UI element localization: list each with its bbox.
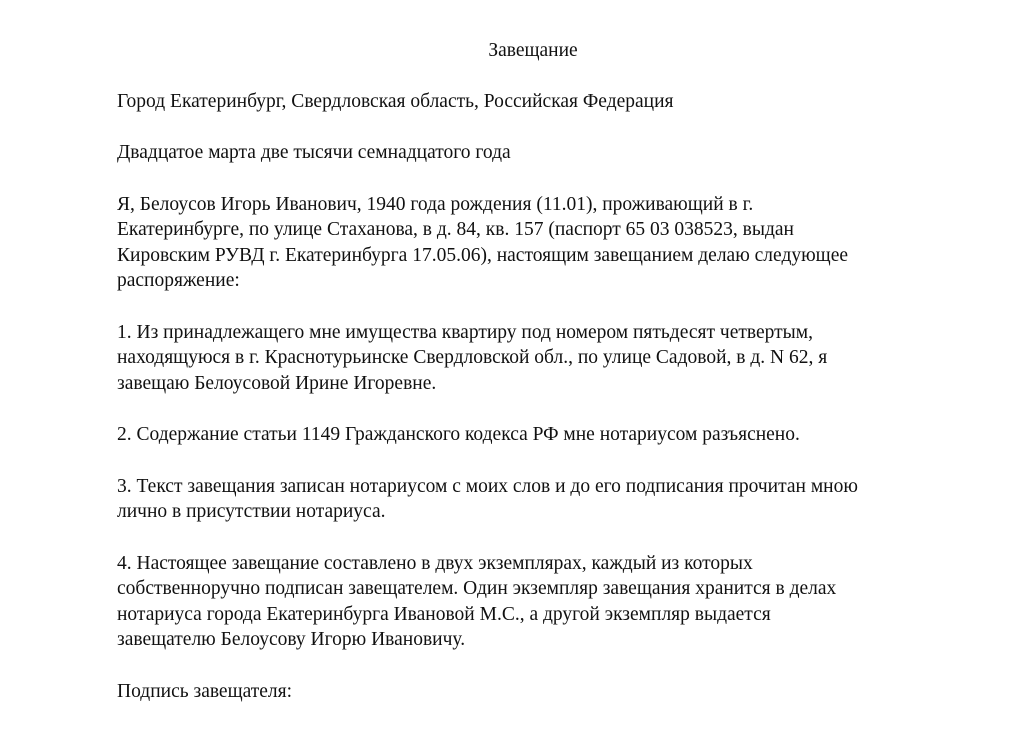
signature-block [117, 679, 947, 705]
clause-2 [117, 422, 947, 448]
clause-4 [117, 551, 947, 653]
intro-paragraph [117, 192, 947, 294]
clause-1 [117, 320, 947, 397]
clause-line: 2. Содержание статьи 1149 Гражданского кодекса РФ мне нотариусом разъяснено. [117, 424, 800, 445]
clause-line: 4. Настоящее завещание составлено в двух экземплярах, каждый из которых [117, 552, 753, 574]
clause-3 [117, 474, 947, 525]
clause-line: собственноручно подписан завещателем. Один экземпляр завещания хранится в делах [117, 578, 837, 599]
intro-line: Кировским РУВД г. Екатеринбурга 17.05.06), настоящим завещанием делаю следующее [117, 244, 849, 266]
clause-line: 1. Из принадлежащего мне имущества квартиру под номером пятьдесят четвертым, [117, 321, 813, 343]
clause-line: 3. Текст завещания записан нотариусом с моих слов и до его подписания прочитан мною [117, 475, 858, 497]
place-line [117, 89, 947, 115]
clause-line: нотариуса города Екатеринбурга Ивановой М.С., а другой экземпляр выдается [117, 603, 771, 625]
clause-line: лично в присутствии нотариуса. [117, 501, 386, 522]
intro-line: распоряжение: [117, 270, 240, 291]
clause-line: завещаю Белоусовой Ирине Игоревне. [117, 372, 437, 394]
will-document [117, 38, 947, 730]
signature-label: Подпись завещателя: [117, 680, 293, 702]
clause-line: находящуюся в г. Краснотурьинске Свердловской обл., по улице Садовой, в д. N 62, я [117, 347, 828, 368]
place-text: Город Екатеринбург, Свердловская область, Российская Федерация [117, 90, 674, 112]
date-line [117, 140, 947, 166]
document-title: Завещание [488, 40, 578, 61]
intro-line: Я, Белоусов Игорь Иванович, 1940 года рождения (11.01), проживающий в г. [117, 193, 754, 215]
clause-line: завещателю Белоусову Игорю Ивановичу. [117, 629, 466, 650]
intro-line: Екатеринбурге, по улице Стаханова, в д. 84, кв. 157 (паспорт 65 03 038523, выдан [117, 219, 794, 240]
date-text: Двадцатое марта две тысячи семнадцатого года [117, 142, 511, 163]
